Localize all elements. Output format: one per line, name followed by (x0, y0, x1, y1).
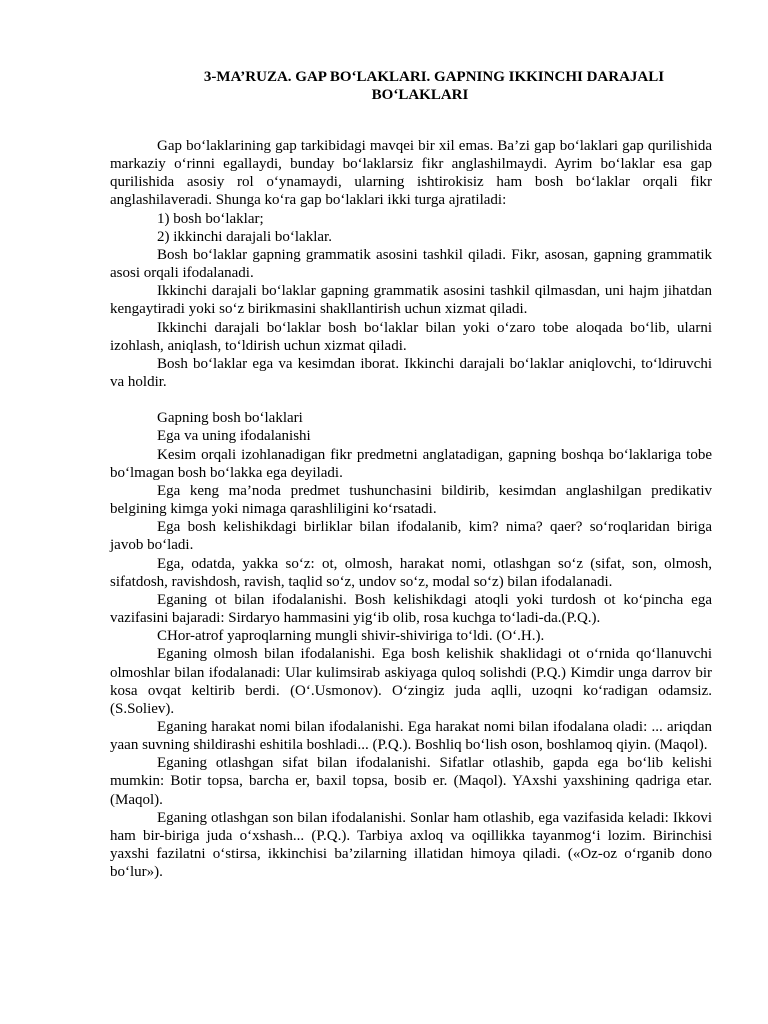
paragraph: Ikkinchi darajali bo‘laklar gapning grammatik asosini tashkil qilmasdan, uni hajm jihatdan kengaytiradi yoki so‘z birikmasini shakllantirish uchun xizmat qiladi. (110, 283, 712, 318)
paragraph: Eganing harakat nomi bilan ifodalanishi. Ega harakat nomi bilan ifodalana oladi: ... ariqdan yaan suvning shildirashi eshitila boshladi... (P.Q.). Boshliq bo‘lish oson, boshlamoq qiyin. (Maqol). (110, 718, 712, 754)
paragraph: Kesim orqali izohlanadigan fikr predmetni anglatadigan, gapning boshqa bo‘laklariga tobe bo‘lmagan bosh bo‘lakka ega deyiladi. (110, 446, 712, 481)
paragraph: Eganing otlashgan sifat bilan ifodalanishi. Sifatlar otlashib, gapda ega bo‘lib kelishi mumkin: Botir topsa, barcha er, baxil topsa, bosib er. (Maqol). YAxshi yaxshining qadriga etar. (Maqol). (110, 755, 712, 808)
subsection-heading: Ega va uning ifodalanishi (157, 428, 311, 445)
paragraph: CHor-atrof yaproqlarning mungli shivir-shiviriga to‘ldi. (O‘.H.). (157, 628, 545, 645)
paragraph: Eganing olmosh bilan ifodalanishi. Ega bosh kelishik shaklidagi ot o‘rnida qo‘llanuvchi olmoshlar bilan ifodalanadi: Ular kulimsirab askiyaga quloq solishdi (P.Q.) Kimdir unga darrov bir kosa ovqat keltirib berdi. (O‘.Usmonov). O‘zingiz juda aqlli, uzoqni ko‘radigan odamsiz. (S.Soliev). (110, 646, 712, 717)
paragraph: Bosh bo‘laklar ega va kesimdan iborat. Ikkinchi darajali bo‘laklar aniqlovchi, to‘ldiruvchi va holdir. (110, 355, 712, 391)
list-item: 2) ikkinchi darajali bo‘laklar. (157, 228, 332, 245)
paragraph: Bosh bo‘laklar gapning grammatik asosini tashkil qiladi. Fikr, asosan, gapning grammatik asosi orqali ifodalanadi. (110, 246, 712, 282)
section-heading: Gapning bosh bo‘laklari (157, 410, 303, 427)
paragraph: Eganing otlashgan son bilan ifodalanishi. Sonlar ham otlashib, ega vazifasida keladi: Ikkovi ham bir-biriga juda o‘xshash... (P.Q.). Tarbiya axloq va oqillikka tayanmog‘i lozim. Birinchisi yaxshi fazilatni o‘stirsa, ikkinchisi ba’zilarning illatidan himoya qiladi. («Oz-oz o‘rganib dono bo‘lur»). (110, 809, 712, 881)
document-body (110, 137, 712, 881)
title-line-1: 3-MA’RUZA. GAP BO‘LAKLARI. GAPNING IKKINCHI DARAJALI (203, 69, 665, 85)
paragraph: Ega bosh kelishikdagi birliklar bilan ifodalanib, kim? nima? qaer? so‘roqlaridan biriga javob bo‘ladi. (110, 519, 712, 554)
paragraph: Gap bo‘laklarining gap tarkibidagi mavqei bir xil emas. Ba’zi gap bo‘laklari gap qurilishida markaziy o‘rinni egallaydi, bunday bo‘laklarsiz fikr anglashilmaydi. Ayrim bo‘laklar esa gap qurilishida asosiy rol o‘ynamaydi, ularning ishtirokisiz ham bosh bo‘laklar orqali fikr anglashilaveradi. Shunga ko‘ra gap bo‘laklari ikki turga ajratiladi: (110, 138, 712, 209)
paragraph: Ega keng ma’noda predmet tushunchasini bildirib, kesimdan anglashilgan predikativ belgining kimga yoki nimaga qarashliligini ko‘rsatadi. (110, 482, 712, 518)
list-item: 1) bosh bo‘laklar; (157, 210, 264, 227)
paragraph: Ikkinchi darajali bo‘laklar bosh bo‘laklar bilan yoki o‘zaro tobe aloqada bo‘lib, ularni izohlash, aniqlash, to‘ldirish uchun xizmat qiladi. (110, 319, 712, 354)
blank-line (110, 391, 712, 409)
paragraph: Ega, odatda, yakka so‘z: ot, olmosh, harakat nomi, otlashgan so‘z (sifat, son, olmosh, sifatdosh, ravishdosh, ravish, taqlid so‘z, undov so‘z, modal so‘z) bilan ifodalanadi. (110, 555, 712, 590)
title-line-2: BO‘LAKLARI (371, 87, 469, 103)
paragraph: Eganing ot bilan ifodalanishi. Bosh kelishikdagi atoqli yoki turdosh ot ko‘pincha ega vazifasini bajaradi: Sirdaryo hammasini yig‘ib olib, rosa kuchga to‘ladi-da.(P.Q.). (110, 591, 712, 627)
lecture-title (110, 68, 712, 104)
